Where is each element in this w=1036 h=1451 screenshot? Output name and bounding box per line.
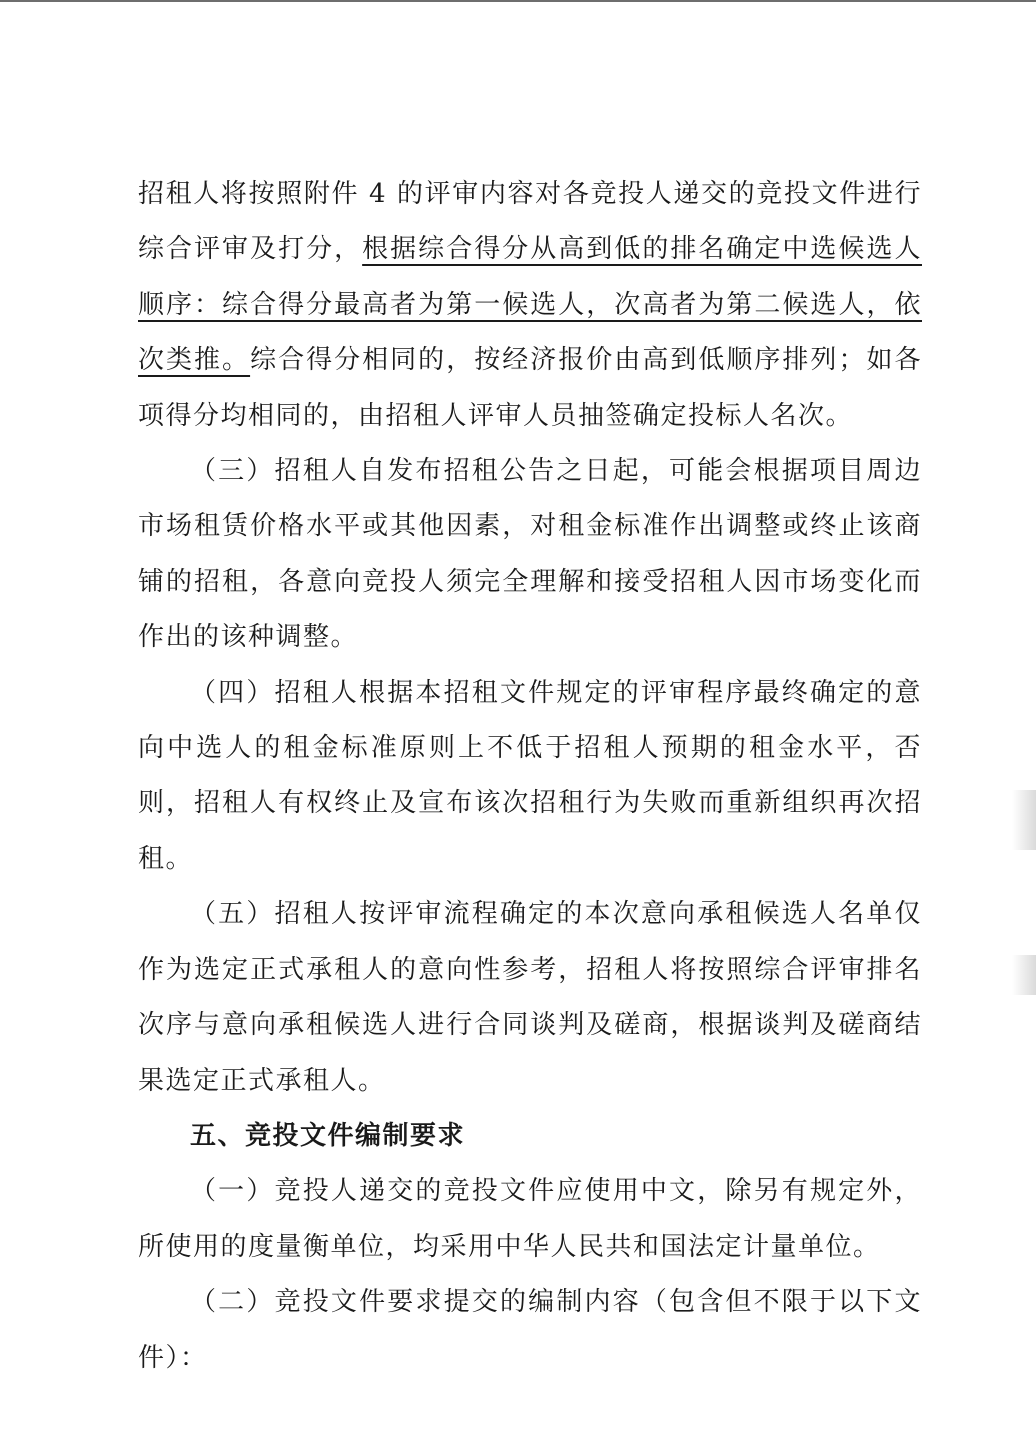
evaluation-underlined-ranking: 根据综合得分从高到低的排名确定中选候选人顺序：综合得分最高者为第一候选人，次高者为第二候选人，依次类推。 bbox=[138, 234, 922, 376]
scan-edge-mark-lower bbox=[1012, 955, 1036, 995]
section-heading-5: 五、竞投文件编制要求 bbox=[190, 1120, 466, 1151]
paragraph-clause-4: （四）招租人根据本招租文件规定的评审程序最终确定的意向中选人的租金标准原则上不低于招租人预期的租金水平，否则，招租人有权终止及宣布该次招租行为失败而重新组织再次招租。 bbox=[138, 677, 922, 874]
evaluation-text-start: 招租人将按照附件 4 的评审内容对各竞投人递交的竞投文件进行综合评审及打分， bbox=[138, 179, 922, 265]
evaluation-text-end: 综合得分相同的，按经济报价由高到低顺序排列；如各项得分均相同的，由招租人评审人员抽签确定投标人名次。 bbox=[138, 345, 922, 431]
paragraph-section5-clause-1: （一）竞投人递交的竞投文件应使用中文，除另有规定外，所使用的度量衡单位，均采用中华人民共和国法定计量单位。 bbox=[138, 1176, 922, 1262]
document-body bbox=[138, 167, 922, 1386]
paragraph-section5-clause-2: （二）竞投文件要求提交的编制内容（包含但不限于以下文件）： bbox=[138, 1287, 922, 1373]
page-top-edge bbox=[0, 0, 1036, 2]
paragraph-clause-5: （五）招租人按评审流程确定的本次意向承租候选人名单仅作为选定正式承租人的意向性参考，招租人将按照综合评审排名次序与意向承租候选人进行合同谈判及磋商，根据谈判及磋商结果选定正式承租人。 bbox=[138, 899, 922, 1096]
paragraph-evaluation bbox=[138, 167, 922, 444]
paragraph-clause-3: （三）招租人自发布招租公告之日起，可能会根据项目周边市场租赁价格水平或其他因素，对租金标准作出调整或终止该商铺的招租，各意向竞投人须完全理解和接受招租人因市场变化而作出的该种调整。 bbox=[138, 456, 922, 653]
scan-edge-mark-upper bbox=[1012, 790, 1036, 850]
